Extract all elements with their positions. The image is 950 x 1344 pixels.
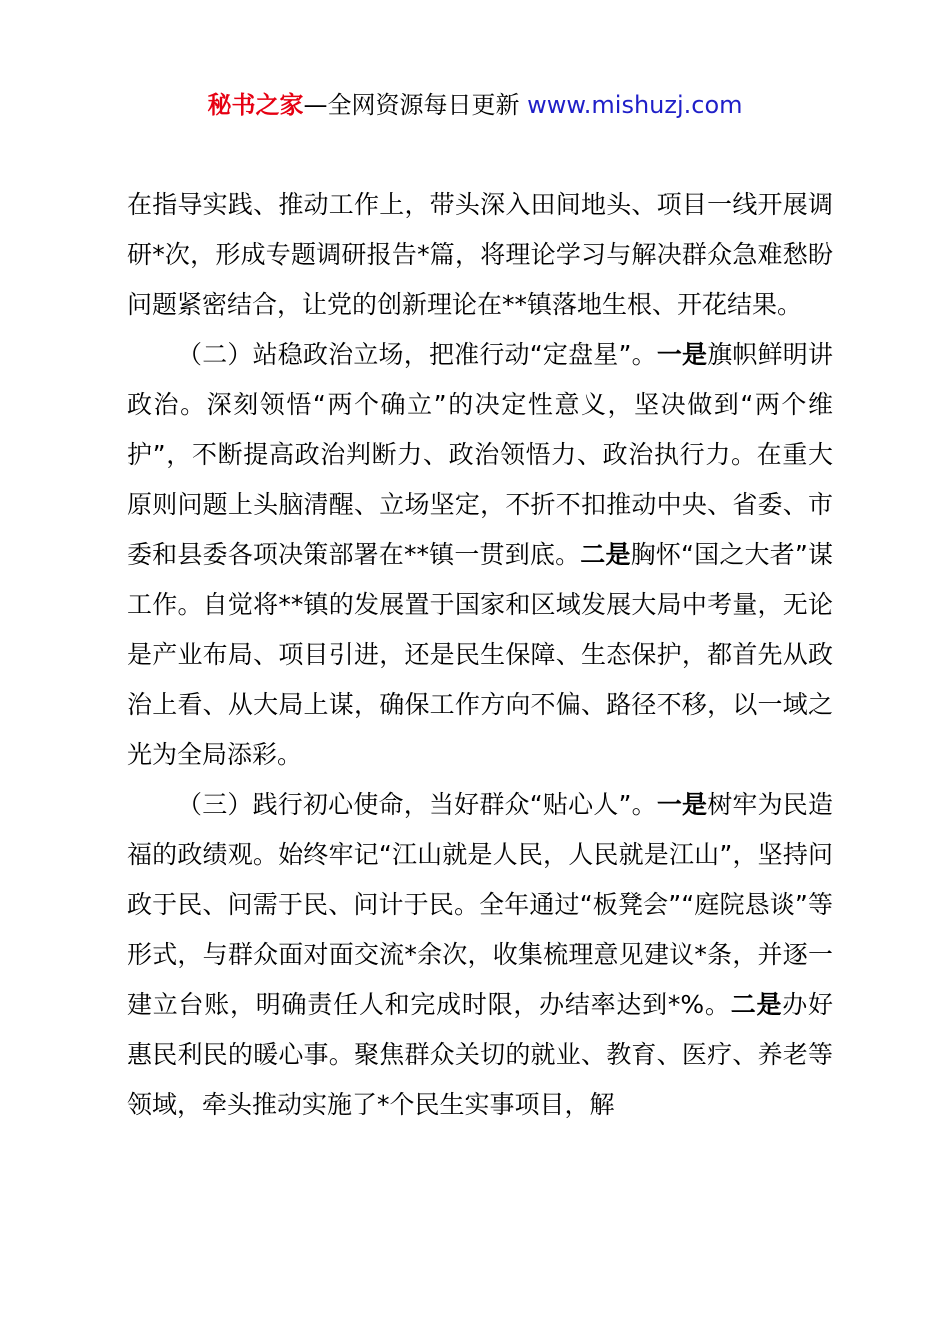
section-3-heading: （三）践行初心使命，当好群众“贴心人”。: [177, 790, 657, 819]
paragraph-section-2: [127, 330, 833, 780]
site-url-link[interactable]: www.mishuzj.com: [527, 91, 743, 119]
document-body: [127, 180, 833, 1130]
section-2-heading: （二）站稳政治立场，把准行动“定盘星”。: [177, 340, 657, 369]
section-3-point-1-text: 树牢为民造福的政绩观。始终牢记“江山就是人民，人民就是江山”，坚持问政于民、问需于民、问计于民。全年通过“板凳会”“庭院恳谈”等形式，与群众面对面交流*余次，收集梳理意见建议*条，并逐一建立台账，明确责任人和完成时限，办结率达到*%。: [127, 790, 833, 1019]
section-2-point-1-label: 一是: [656, 340, 708, 369]
section-2-point-2-label: 二是: [580, 540, 631, 569]
section-3-point-2-label: 二是: [730, 990, 783, 1019]
section-2-point-2-text: 胸怀“国之大者”谋工作。自觉将**镇的发展置于国家和区域发展大局中考量，无论是产业布局、项目引进，还是民生保障、生态保护，都首先从政治上看、从大局上谋，确保工作方向不偏、路径不移，以一域之光为全局添彩。: [127, 540, 833, 769]
page-header: [0, 88, 950, 122]
section-3-point-2-text: 办好惠民利民的暖心事。聚焦群众关切的就业、教育、医疗、养老等领域，牵头推动实施了*个民生实事项目，解: [127, 990, 833, 1119]
brand-name: 秘书之家: [207, 91, 304, 119]
paragraph-continued: 在指导实践、推动工作上，带头深入田间地头、项目一线开展调研*次，形成专题调研报告*篇，将理论学习与解决群众急难愁盼问题紧密结合，让党的创新理论在**镇落地生根、开花结果。: [127, 190, 833, 319]
section-3-point-1-label: 一是: [656, 790, 708, 819]
section-2-point-1-text: 旗帜鲜明讲政治。深刻领悟“两个确立”的决定性意义，坚决做到“两个维护”，不断提高政治判断力、政治领悟力、政治执行力。在重大原则问题上头脑清醒、立场坚定，不折不扣推动中央、省委、市委和县委各项决策部署在**镇一贯到底。: [127, 340, 833, 569]
paragraph-section-3: [127, 780, 833, 1130]
header-tagline: —全网资源每日更新: [303, 91, 528, 119]
